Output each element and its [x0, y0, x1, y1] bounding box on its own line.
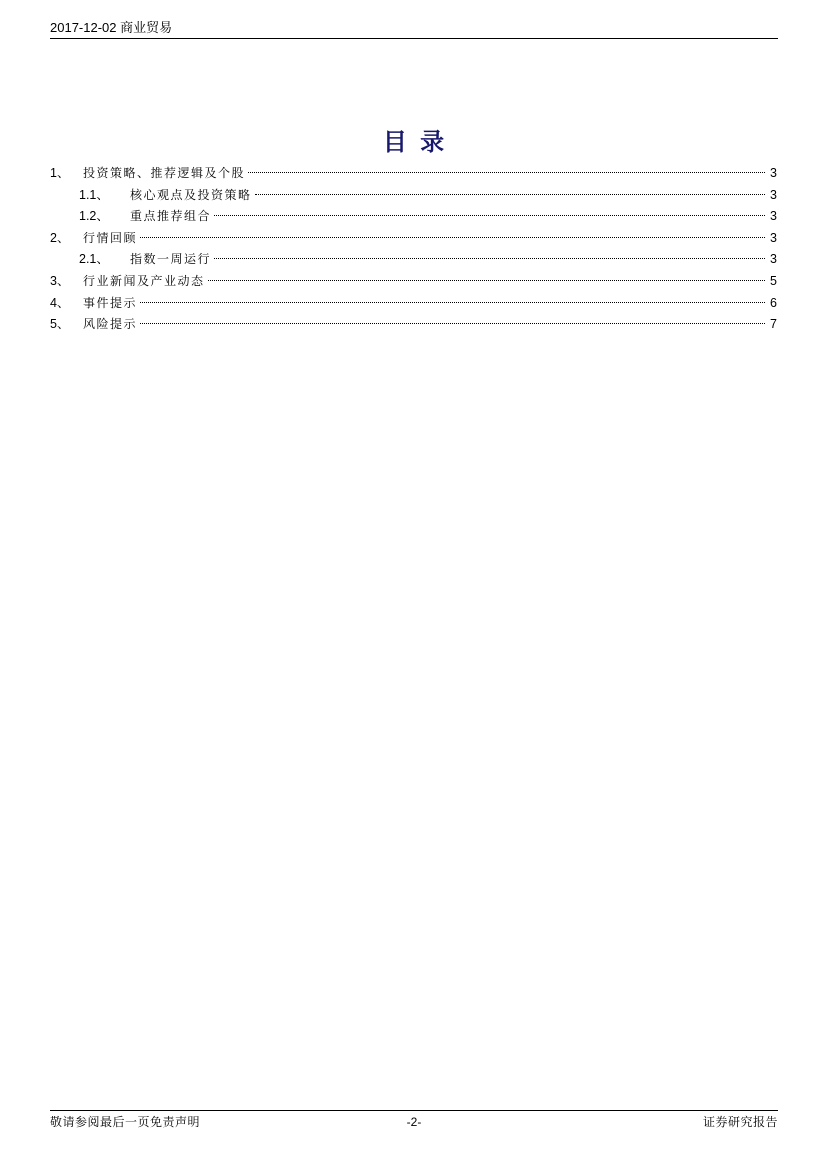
- toc-entry-number: 5、: [50, 317, 70, 332]
- toc-entry-page: 6: [770, 295, 777, 310]
- toc-entry-title: 核心观点及投资策略: [130, 187, 252, 202]
- toc-entry-page: 7: [770, 317, 777, 332]
- page-number: -2-: [406, 1115, 422, 1129]
- toc-entry-number: 1.2、: [79, 209, 109, 224]
- toc-title: 目录: [382, 128, 458, 156]
- toc-entry-title: 行情回顾: [83, 230, 138, 245]
- toc-entry[interactable]: [50, 314, 777, 336]
- toc-entry-title: 指数一周运行: [130, 252, 212, 267]
- toc-dot-leader: [214, 215, 765, 216]
- toc-entry[interactable]: [50, 271, 777, 293]
- toc-entry-page: 3: [770, 209, 777, 224]
- toc-entry-title: 风险提示: [83, 317, 138, 332]
- toc-entry-title: 重点推荐组合: [130, 209, 212, 224]
- toc-entry[interactable]: [50, 249, 777, 271]
- page-header: [50, 18, 778, 39]
- toc-entry[interactable]: [50, 293, 777, 315]
- toc-entry-number: 2.1、: [79, 252, 109, 267]
- toc-dot-leader: [248, 172, 765, 173]
- toc-entry[interactable]: [50, 163, 777, 185]
- toc-entry-number: 1.1、: [79, 187, 109, 202]
- toc-entry[interactable]: [50, 185, 777, 207]
- header-text: 2017-12-02 商业贸易: [50, 20, 173, 35]
- toc-dot-leader: [214, 258, 765, 259]
- toc-entry-number: 1、: [50, 166, 70, 180]
- disclaimer-note: 敬请参阅最后一页免责声明: [50, 1115, 201, 1129]
- toc-entry-title: 行业新闻及产业动态: [83, 273, 205, 288]
- toc-dot-leader: [140, 237, 765, 238]
- toc-entry-page: 3: [770, 166, 777, 180]
- toc-entry-page: 3: [770, 187, 777, 202]
- toc-dot-leader: [208, 280, 765, 281]
- toc-entry-number: 3、: [50, 273, 70, 288]
- toc-entry-title: 投资策略、推荐逻辑及个股: [83, 166, 246, 180]
- toc-dot-leader: [140, 302, 765, 303]
- toc-entry-page: 3: [770, 252, 777, 267]
- table-of-contents: [50, 163, 777, 336]
- page-footer: [50, 1110, 778, 1133]
- toc-entry-page: 5: [770, 273, 777, 288]
- toc-entry-page: 3: [770, 230, 777, 245]
- toc-dot-leader: [140, 323, 765, 324]
- toc-entry[interactable]: [50, 228, 777, 250]
- toc-entry-number: 4、: [50, 295, 70, 310]
- toc-entry-title: 事件提示: [83, 295, 138, 310]
- toc-entry[interactable]: [50, 206, 777, 228]
- toc-entry-number: 2、: [50, 230, 70, 245]
- toc-dot-leader: [255, 194, 765, 195]
- report-type-label: 证券研究报告: [702, 1115, 778, 1129]
